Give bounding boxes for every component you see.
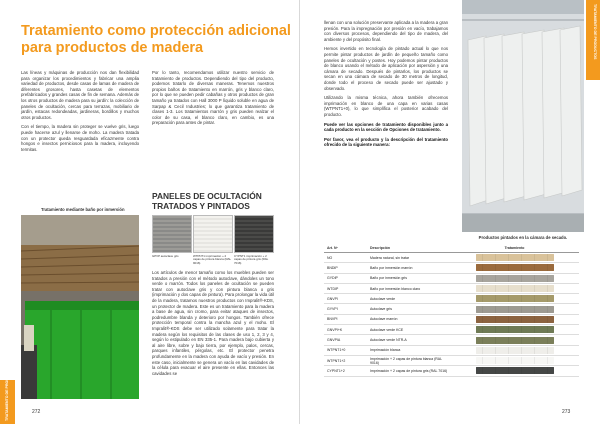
section-heading: PANELES DE OCULTACIÓN TRATADOS Y PINTADOS: [152, 191, 262, 211]
treatment-description: Imprimación + 2 capas de pintura blanca (RAL 9016): [370, 356, 442, 365]
grey-paint-swatch: [234, 215, 274, 253]
right-page: [300, 0, 600, 424]
wood-sample-swatch: [476, 337, 554, 344]
article-code: CYPNT1+2: [327, 368, 345, 373]
treatment-description: Autoclave marrón: [370, 317, 398, 322]
page-title: Tratamiento como protección adicional para productos de madera: [21, 23, 291, 56]
paragraph: Puede ver las opciones de tratamiento disponibles junto a cada producto en la sección de Opciones de tratamiento.: [324, 121, 448, 133]
table-row: [324, 315, 579, 325]
wood-sample-swatch: [476, 254, 554, 261]
paragraph: Con el tiempo, la madera sin proteger se vuelve gris, luego puede hacerse azul y llenarse de moho. La madera tratada con un protector queda resguardada eficazmente contra hongos e insectos perniciosos para la madera, incluyendo termitas.: [21, 124, 139, 152]
article-code: WTPNT1+0: [327, 348, 346, 353]
treatment-table: [324, 243, 579, 377]
dip-treatment-photo: [21, 215, 139, 399]
table-row: [324, 335, 579, 345]
side-label: TRATAMIENTO DE PRODUCTOS: [5, 365, 9, 421]
wood-sample-swatch: [476, 326, 554, 333]
paragraph: Las líneas y máquinas de producción nos dan flexibilidad para organizar los procedimientos y fabricar una amplia variedad de productos, desde casas de lamas de madera de diferentes grosores, hasta casetas de elementos prefabricados y grandes casas de fin de semana. Además de los otros productos de madera para su jardín: la colección de paneles de ocultación, cercas para terrazas, mobiliario de jardín, estacas redondeadas, jardineras, bordillos y muchos otros productos.: [21, 70, 139, 120]
table-row: [324, 253, 579, 263]
table-row: [324, 294, 579, 304]
wood-sample-swatch: [476, 285, 554, 292]
photo-caption: Tratamiento mediante baño por inmersión: [41, 207, 125, 212]
treatment-sample-cell: [450, 275, 579, 282]
wood-sample-swatch: [476, 295, 554, 302]
table-row: [324, 346, 579, 356]
treatment-sample-cell: [450, 347, 579, 354]
left-column-2: [152, 70, 274, 130]
article-code: GNVPIA: [327, 338, 341, 343]
treatment-description: Baño por inmersión marrón: [370, 265, 413, 270]
treatment-description: Autoclave gris: [370, 307, 392, 312]
table-row: [324, 366, 579, 376]
wood-sample-swatch: [476, 347, 554, 354]
treatment-description: Autoclave verde: [370, 296, 396, 301]
treatment-sample-cell: [450, 295, 579, 302]
paragraph: Por favor, vea el producto y la descripción del tratamiento ofrecido de la siguiente manera:: [324, 136, 448, 148]
paragraph: Los artículos de menor tamaño como los muebles pueden ser tratados a presión con el método autoclave, dándoles un tono verde o marrón. Todos los paneles de ocultación se pueden tratar con autoclave gris y con pintura blanca o gris (imprimación y dos capas de pintura). Para prolongar la vida útil de la madera, tratamos nuestros productos con Impralit®-KDS, un protector de madera. Este es un tratamiento para la madera a base de agua, sin cromo, para evitar ataques de insectos, podredumbre blanda y deterioro por hongos. También ofrece protección temporal contra la mancha azul y el moho. El Impralit®-KDS debe ser utilizado solamente para tratar la madera según los requisitos de las clases de uso 1, 2, 3 y 4, según lo estipulado en EN 335-1. Para madera bajo cubierta y al aire libre, sobre y bajo tierra, por ejemplo, palos, cercas, parques infantiles, pérgolas, etc. El protector penetra profundamente en la madera con ayuda de vacío y presión. En este caso, inicialmente se genera un vacío en las cavidades de la célula para evacuar el aire presente en ellas. Entonces las cavidades se: [152, 270, 274, 376]
treatment-description: Autoclave verde KCE: [370, 327, 404, 332]
treatment-sample-cell: [450, 306, 579, 313]
treatment-description: Baño por inmersión blanco claro: [370, 286, 421, 291]
article-code: WTPNT1+2: [327, 358, 346, 363]
table-row: [324, 325, 579, 335]
treatment-sample-cell: [450, 285, 579, 292]
treatment-description: Imprimación + 2 capas de pintura gris (RAL 7016): [370, 368, 448, 373]
treatment-sample-cell: [450, 337, 579, 344]
treatment-sample-cell: [450, 254, 579, 261]
table-header: [324, 243, 579, 253]
wood-sample-swatch: [476, 306, 554, 313]
article-code: WTDIP: [327, 286, 339, 291]
right-column-1: [324, 20, 448, 152]
photo-caption: Productos pintados en la cámara de secado.: [478, 235, 568, 240]
column-header: Tratamiento: [504, 245, 525, 250]
table-body: [324, 253, 579, 377]
left-column-1: [21, 70, 139, 156]
grey-autoclave-swatch: [152, 215, 192, 253]
article-code: GNVPI+K: [327, 327, 343, 332]
left-column-3: [152, 270, 274, 380]
wood-sample-swatch: [476, 367, 554, 374]
article-code: GNVPI: [327, 296, 338, 301]
swatch-caption: WTPNT1 imprimación + 2 capas de pintura blanca (RAL 9016): [193, 254, 231, 265]
table-row: [324, 274, 579, 284]
column-header: Descripción: [370, 245, 391, 250]
swatch-caption: CYPNT1 imprimación + 2 capas de pintura gris (RAL 7016): [234, 254, 269, 265]
article-code: GYDIP: [327, 276, 338, 281]
paragraph: Por lo tanto, recomendamos utilizar nuestro servicio de tratamiento de productos. Dependiendo del tipo del producto, podemos tratarlo de diversas maneras. Tenemos nuestros propios baños de tratamiento en marrón, gris y blanco claro, por lo que se pueden pedir cabañas y otros productos de gran tamaño ya tratados con Hall 3000 P líquido soluble en agua de Sarpap & Cecil Industries; lo que garantiza tratamiento de clases 1-3. Los tratamientos marrón y gris pueden realzar el color de su casa, el blanco claro, en cambio, es una preparación para antes de pintar.: [152, 70, 274, 126]
table-row: [324, 356, 579, 366]
column-header: Art. Nº: [327, 245, 338, 250]
treatment-sample-cell: [450, 367, 579, 374]
page-number: 273: [562, 409, 571, 415]
treatment-sample-cell: [450, 264, 579, 271]
page-number: 272: [32, 409, 41, 415]
wood-sample-swatch: [476, 357, 554, 364]
treatment-sample-cell: [450, 326, 579, 333]
table-row: [324, 304, 579, 314]
treatment-sample-cell: [450, 357, 579, 364]
treatment-description: Autoclave verde NTR-A: [370, 338, 407, 343]
swatch-caption: GPVP autoclave gris: [152, 254, 179, 258]
paragraph: Hemos invertido en tecnología de pintado actual lo que nos permite pintar productos de jardín de pequeño tamaño como paneles de ocultación y postes. Hoy podemos pintar productos de blanco usando el método de aplicación por aspersión y una cámara de secado. Después de pintarlos, los productos se secan en una cámara de secado de 30 metros de longitud, donde todo el proceso de secado puede ser ajustado y observado.: [324, 46, 448, 91]
wood-sample-swatch: [476, 316, 554, 323]
treatment-description: Madera natural, sin tratar: [370, 255, 410, 260]
article-code: BNDIP: [327, 265, 338, 270]
side-label: TRATAMIENTO DE PRODUCTOS: [593, 4, 597, 60]
wood-sample-swatch: [476, 275, 554, 282]
article-code: NO: [327, 255, 333, 260]
treatment-description: Imprimación blanca: [370, 348, 401, 353]
wood-sample-swatch: [476, 264, 554, 271]
treatment-description: Baño por inmersión gris: [370, 276, 407, 281]
treatment-sample-cell: [450, 316, 579, 323]
drying-chamber-photo: [462, 0, 584, 232]
white-paint-swatch: [193, 215, 233, 253]
table-row: [324, 263, 579, 273]
article-code: GYVPI: [327, 307, 338, 312]
paragraph: Utilizando la misma técnica, ahora también ofrecemos imprimación en blanco de una capa en varias casas (WTPNT1+0), lo que simplifica el posterior acabado del producto.: [324, 95, 448, 117]
paragraph: llenan con una solución preservante aplicada a la madera a gran presión. Para la impregnación por presión en vacío, trabajamos con diversos procesos, dependiendo del tipo de madera, del ambiente y del propósito final.: [324, 20, 448, 42]
table-row: [324, 284, 579, 294]
article-code: BNVPI: [327, 317, 338, 322]
